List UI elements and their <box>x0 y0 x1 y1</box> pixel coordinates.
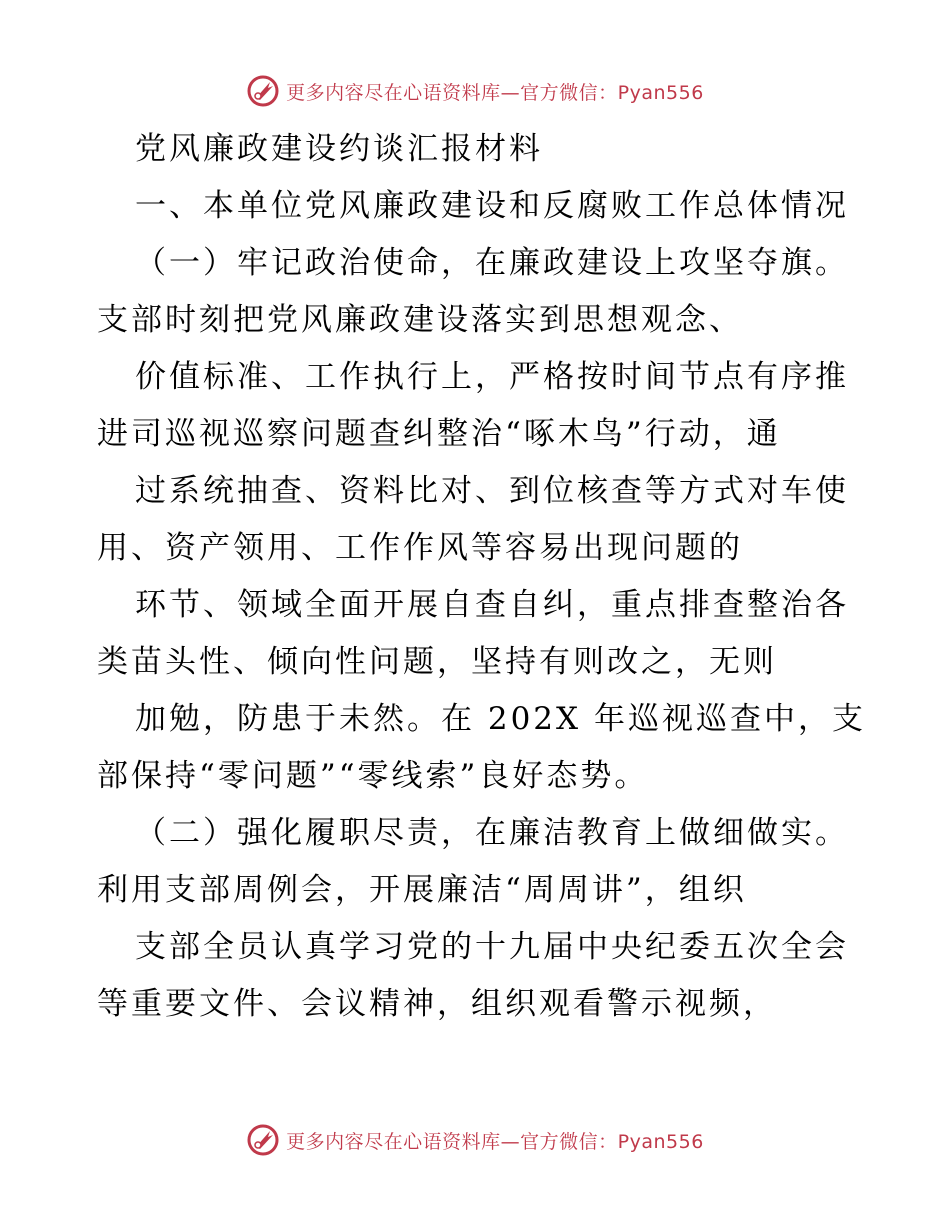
paragraph-line: 类苗头性、倾向性问题，坚持有则改之，无则 <box>97 644 777 680</box>
subsection-heading: （一）牢记政治使命，在廉政建设上攻坚夺旗。 <box>135 245 849 281</box>
paragraph-line: 等重要文件、会议精神，组织观看警示视频， <box>97 986 777 1022</box>
paragraph-line: 环节、领域全面开展自查自纠，重点排查整治各 <box>135 587 849 623</box>
paragraph-line: 用、资产领用、工作作风等容易出现问题的 <box>97 530 743 566</box>
paragraph-line: 加勉，防患于未然。在 202X 年巡视巡查中，支 <box>135 701 866 737</box>
paragraph-line: 支部时刻把党风廉政建设落实到思想观念、 <box>97 302 743 338</box>
header-watermark <box>0 71 950 111</box>
footer-watermark <box>0 1120 950 1160</box>
paragraph-line: 过系统抽查、资料比对、到位核查等方式对车使 <box>135 473 849 509</box>
subsection-heading: （二）强化履职尽责，在廉洁教育上做细做实。 <box>135 815 849 851</box>
paragraph-line: 价值标准、工作执行上，严格按时间节点有序推 <box>135 359 849 395</box>
document-title: 党风廉政建设约谈汇报材料 <box>135 131 543 167</box>
paragraph-line: 部保持“零问题”“零线索”良好态势。 <box>97 758 649 794</box>
section-heading: 一、本单位党风廉政建设和反腐败工作总体情况 <box>135 188 849 224</box>
paragraph-line: 进司巡视巡察问题查纠整治“啄木鸟”行动，通 <box>97 416 781 452</box>
feather-seal-icon <box>246 1123 280 1157</box>
feather-seal-icon <box>246 74 280 108</box>
paragraph-line: 利用支部周例会，开展廉洁“周周讲”，组织 <box>97 872 747 908</box>
paragraph-line: 支部全员认真学习党的十九届中央纪委五次全会 <box>135 929 849 965</box>
footer-watermark-text: 更多内容尽在心语资料库—官方微信：Pyan556 <box>286 1130 704 1153</box>
header-watermark-text: 更多内容尽在心语资料库—官方微信：Pyan556 <box>286 81 704 104</box>
